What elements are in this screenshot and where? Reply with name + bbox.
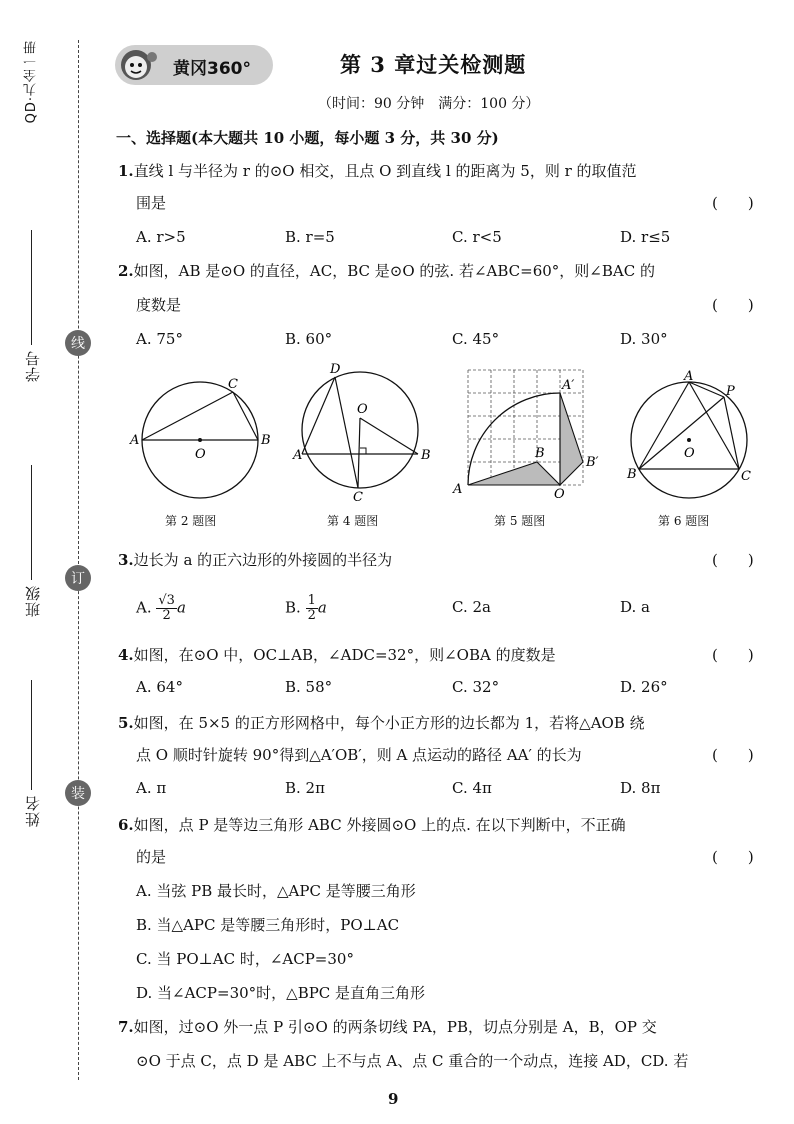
fig5-label-a: A [453,482,463,497]
q5-option-c: C. 4π [452,779,492,797]
q5-line1: 5.如图，在 5×5 的正方形网格中，每个小正方形的边长都为 1，若将△AOB 绕 [118,714,645,732]
q3-line1: 3.边长为 a 的正六边形的外接圆的半径为 [118,551,393,569]
q2-line2: 度数是 [136,296,182,314]
fig5-caption: 第 5 题图 [494,514,546,528]
fig2-label-a: A [130,433,140,448]
fig6-label-c: C [741,469,751,484]
figure-q6 [622,368,762,498]
fig2-label-b: B [261,433,271,448]
q1-option-c: C. r<5 [452,228,502,246]
mark-line: 线 [65,330,91,356]
student-id-line [31,230,32,345]
class-line [31,465,32,580]
page-subtitle: （时间：90 分钟 满分：100 分） [318,96,540,112]
q5-option-a: A. π [136,779,167,797]
q2-option-c: C. 45° [452,330,500,348]
q6-option-a: A. 当弦 PB 最长时，△APC 是等腰三角形 [136,882,416,900]
fig6-label-a: A [684,369,694,384]
q6-answer-paren: ( ) [712,848,754,866]
q4-answer-paren: ( ) [712,646,754,664]
q4-option-d: D. 26° [620,678,668,696]
q1-option-b: B. r=5 [285,228,335,246]
q4-line1: 4.如图，在⊙O 中，OC⊥AB，∠ADC=32°，则∠OBA 的度数是 [118,646,556,664]
q1-line2: 围是 [136,194,167,212]
q3-answer-paren: ( ) [712,551,754,569]
q7-line1: 7.如图，过⊙O 外一点 P 引⊙O 的两条切线 PA，PB，切点分别是 A，B，OP 交 [118,1018,657,1036]
binding-margin [0,0,100,1124]
q4-option-c: C. 32° [452,678,500,696]
q7-line2: ⊙O 于点 C，点 D 是 ABC 上不与点 A、点 C 重合的一个动点，连接 AD，CD. 若 [136,1052,689,1070]
cartoon-logo-icon [118,47,162,83]
q1-answer-paren: ( ) [712,194,754,212]
q2-option-b: B. 60° [285,330,333,348]
fig4-label-c: C [353,490,363,505]
q2-answer-paren: ( ) [712,296,754,314]
brand-badge [115,45,273,85]
name-label: 姓名 [24,795,42,827]
fig5-label-ap: A′ [562,378,575,393]
q2-line1: 2.如图，AB 是⊙O 的直径，AC，BC 是⊙O 的弦. 若∠ABC=60°，则∠BAC 的 [118,262,655,280]
fig2-label-c: C [228,377,238,392]
fig6-label-b: B [627,467,637,482]
page-title: 第 3 章过关检测题 [340,52,527,77]
figure-q5 [450,365,610,500]
q6-option-d: D. 当∠ACP=30°时，△BPC 是直角三角形 [136,984,426,1002]
q3-option-b: B. $\frac{1}{2}$ a [285,593,327,623]
figure-q2 [125,370,275,495]
fig6-label-p: P [726,384,735,399]
figure-q4 [295,358,435,503]
fig4-label-b: B [421,448,431,463]
q6-option-c: C. 当 PO⊥AC 时，∠ACP=30° [136,950,354,968]
mark-zhuang: 装 [65,780,91,806]
q2-option-d: D. 30° [620,330,668,348]
fig2-label-o: O [195,447,206,462]
q5-line2: 点 O 顺时针旋转 90°得到△A′OB′，则 A 点运动的路径 AA′ 的长为 [136,746,582,764]
fig6-caption: 第 6 题图 [658,514,710,528]
q6-line1: 6.如图，点 P 是等边三角形 ABC 外接圆⊙O 上的点. 在以下判断中，不正确 [118,816,626,834]
q3-option-a: A. $\frac{√3}{2}$ a [136,593,186,623]
fig2-caption: 第 2 题图 [165,514,217,528]
fig4-label-d: D [330,362,341,377]
q5-option-b: B. 2π [285,779,325,797]
fig5-label-b: B [535,446,545,461]
q1-line1: 1.直线 l 与半径为 r 的⊙O 相交，且点 O 到直线 l 的距离为 5，则 r 的取值范 [118,162,637,180]
page-number: 9 [388,1090,399,1108]
q3-option-d: D. a [620,598,650,616]
section-heading: 一、选择题(本大题共 10 小题，每小题 3 分，共 30 分) [116,129,499,147]
brand-badge-text: 黄冈360° [173,59,251,79]
fig4-label-a: A [293,448,303,463]
student-id-label: 学号 [24,350,42,382]
fig5-label-bp: B′ [586,455,599,470]
binding-dashed-line [78,40,79,1080]
fig6-label-o: O [684,446,695,461]
q4-option-b: B. 58° [285,678,333,696]
q6-line2: 的是 [136,848,167,866]
fig5-label-o: O [554,487,565,502]
q4-option-a: A. 64° [136,678,183,696]
q1-option-a: A. r>5 [136,228,186,246]
fig4-caption: 第 4 题图 [327,514,379,528]
q6-option-b: B. 当△APC 是等腰三角形时，PO⊥AC [136,916,400,934]
fig4-label-o: O [357,402,368,417]
class-label: 班级 [24,585,42,617]
mark-ding: 订 [65,565,91,591]
q5-answer-paren: ( ) [712,746,754,764]
q2-option-a: A. 75° [136,330,183,348]
series-label: QD·九全一册 [24,40,39,124]
name-line [31,680,32,790]
q1-option-d: D. r≤5 [620,228,671,246]
q3-option-c: C. 2a [452,598,491,616]
q5-option-d: D. 8π [620,779,661,797]
